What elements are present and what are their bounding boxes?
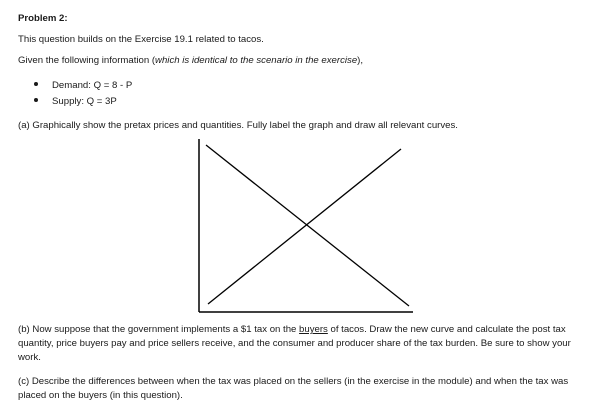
part-c-question: (c) Describe the differences between when the tax was placed on the sellers (in the exercise in the module) and when the tax was placed on the buyers (in this question). <box>18 376 569 402</box>
part-a-question: (a) Graphically show the pretax prices and quantities. Fully label the graph and draw all relevant curves. <box>18 120 458 131</box>
given-prefix: Given the following information ( <box>18 55 156 66</box>
supply-equation: Supply: Q = 3P <box>52 96 117 107</box>
intro-text: This question builds on the Exercise 19.1 related to tacos. <box>18 34 264 45</box>
part-b-suffix: of tacos. Draw the new curve and calculate the post tax quantity, price buyers pay and price sellers receive, and the consumer and producer share of the tax burden. Be sure to show your work. <box>18 324 571 364</box>
part-b-prefix: (b) Now suppose that the government implements a $1 tax on the <box>18 324 300 335</box>
demand-equation: Demand: Q = 8 - P <box>52 80 133 91</box>
part-b-question <box>18 323 593 366</box>
problem-title: Problem 2: <box>18 13 68 24</box>
supply-curve <box>208 149 401 304</box>
given-italic-note: which is identical to the scenario in the exercise <box>155 55 358 66</box>
part-b-underlined-word: buyers <box>299 324 328 335</box>
given-suffix: ), <box>357 55 364 66</box>
